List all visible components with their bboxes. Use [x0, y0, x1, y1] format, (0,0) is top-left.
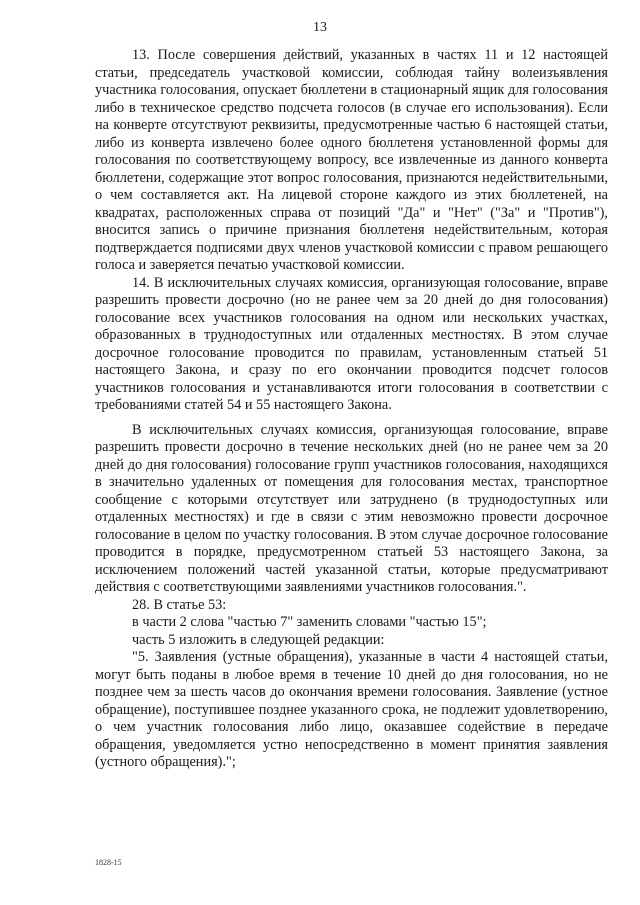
- paragraph-14-continued: В исключительных случаях комиссия, организующая голосование, вправе разрешить провести досрочно в течение нескольких дней (но не ранее чем за 20 дней до дня голосования) голосование групп участников голосования, находящихся в значительно удаленных от помещения для голосования местах, транспортное сообщение с которыми отсутствует или затруднено (в труднодоступных или отдаленных местностях) и где в связи с этим невозможно провести досрочное голосование в целом по участку голосования. В этом случае досрочное голосование проводится в порядке, предусмотренном статьей 53 настоящего Закона, за исключением положений частей указанной статьи, которые предусматривают действия с соответствующими заявлениями участников голосования.".: [95, 421, 608, 595]
- amendment-part-5-text: "5. Заявления (устные обращения), указанные в части 4 настоящей статьи, могут быть поданы в любое время в течение 10 дней до дня голосования, но не позднее чем за шесть часов до окончания времени голосования. Заявление (устное обращение), поступившее позднее указанного срока, не подлежит удовлетворению, о чем участник голосования либо лицо, оказавшее содействие в передаче обращения, уведомляется устно непосредственно в момент принятия заявления (устного обращения).";: [95, 649, 608, 770]
- paragraph-28: 28. В статье 53:: [132, 596, 227, 613]
- amendment-part-5-intro: часть 5 изложить в следующей редакции:: [132, 631, 385, 648]
- amendment-part-2: в части 2 слова "частью 7" заменить словами "частью 15";: [132, 614, 487, 630]
- paragraph-13: 13. После совершения действий, указанных в частях 11 и 12 настоящей статьи, председатель участковой комиссии, соблюдая тайну волеизъявления участника голосования, опускает бюллетени в стационарный ящик для голосования либо в техническое средство подсчета голосов (в случае его использования). Если на конверте отсутствуют реквизиты, предусмотренные частью 6 настоящей статьи, либо из конверта извлечено более одного бюллетеня установленной формы для голосования по соответствующему вопросу, все извлеченные из данного конверта бюллетени, содержащие этот вопрос голосования, признаются недействительными, о чем составляется акт. На лицевой стороне каждого из этих бюллетеней, на квадратах, расположенных справа от позиций "Да" и "Нет" ("За" и "Против"), вносится запись о причине признания бюллетеня недействительным, которая подтверждается подписями двух членов участковой комиссии с правом решающего голоса и заверяется печатью участковой комиссии.: [95, 47, 608, 273]
- paragraph-14: 14. В исключительных случаях комиссия, организующая голосование, вправе разрешить провести досрочно (но не ранее чем за 20 дней до дня голосования) голосование всех участников голосования на одном или нескольких участках, образованных в труднодоступных или отдаленных местностях. В этом случае досрочное голосование проводится по правилам, установленным статьей 51 настоящего Закона, и сразу по его окончании проводится подсчет голосов участников голосования и устанавливаются итоги голосования в соответствии с требованиями статей 54 и 55 настоящего Закона.: [95, 274, 608, 413]
- page-number: 13: [313, 20, 327, 35]
- document-body: [95, 47, 608, 772]
- document-code: 1828-15: [95, 858, 122, 867]
